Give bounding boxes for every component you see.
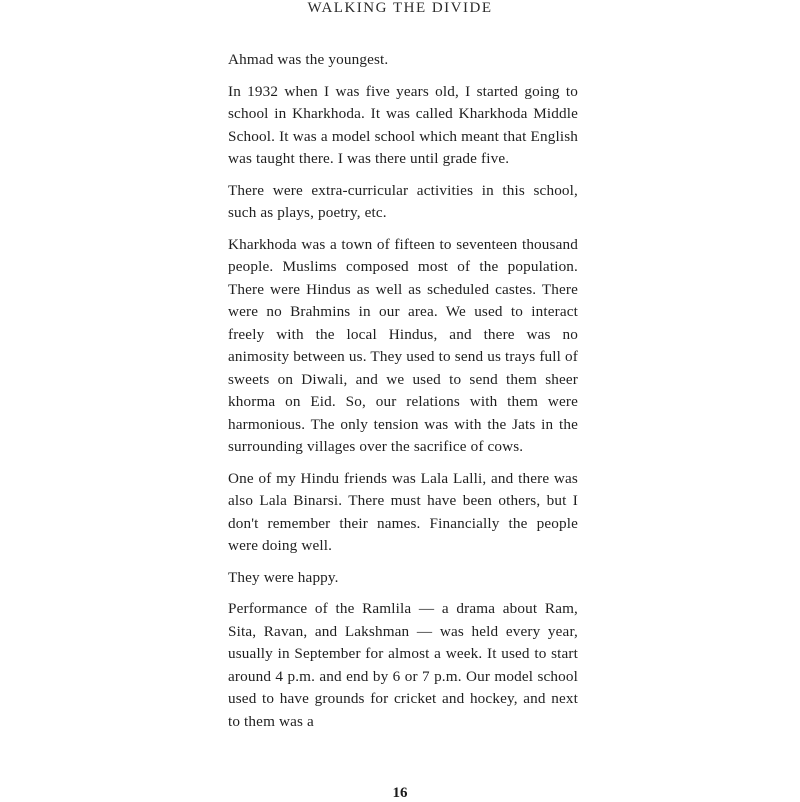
paragraph: They were happy. [228,568,339,586]
paragraph: In 1932 when I was five years old, I started going to school in Kharkhoda. It was called Kharkhoda Middle School. It was a model school which meant that English was taught there. I was there until grade five. [228,82,578,167]
paragraph: Ahmad was the youngest. [228,51,389,68]
body-text [228,49,578,742]
page-number: 16 [392,785,408,801]
paragraph: There were extra-curricular activities in this school, such as plays, poetry, etc. [228,181,578,221]
paragraph: Kharkhoda was a town of fifteen to seventeen thousand people. Muslims composed most of the population. There were Hindus as well as scheduled castes. There were no Brahmins in our area. We used to interact freely with the local Hindus, and there was no animosity between us. They used to send us trays full of sweets on Diwali, and we used to send them sheer khorma on Eid. So, our relations with them were harmonious. The only tension was with the Jats in the surrounding villages over the sacrifice of cows. [228,235,578,455]
paragraph: Performance of the Ramlila — a drama about Ram, Sita, Ravan, and Lakshman — was held every year, usually in September for almost a week. It used to start around 4 p.m. and end by 6 or 7 p.m. Our model school used to have grounds for cricket and hockey, and next to them was a [228,600,578,730]
paragraph: One of my Hindu friends was Lala Lalli, and there was also Lala Binarsi. There must have been others, but I don't remember their names. Financially the people were doing well. [228,469,578,554]
running-head-title: WALKING THE DIVIDE [307,0,493,16]
